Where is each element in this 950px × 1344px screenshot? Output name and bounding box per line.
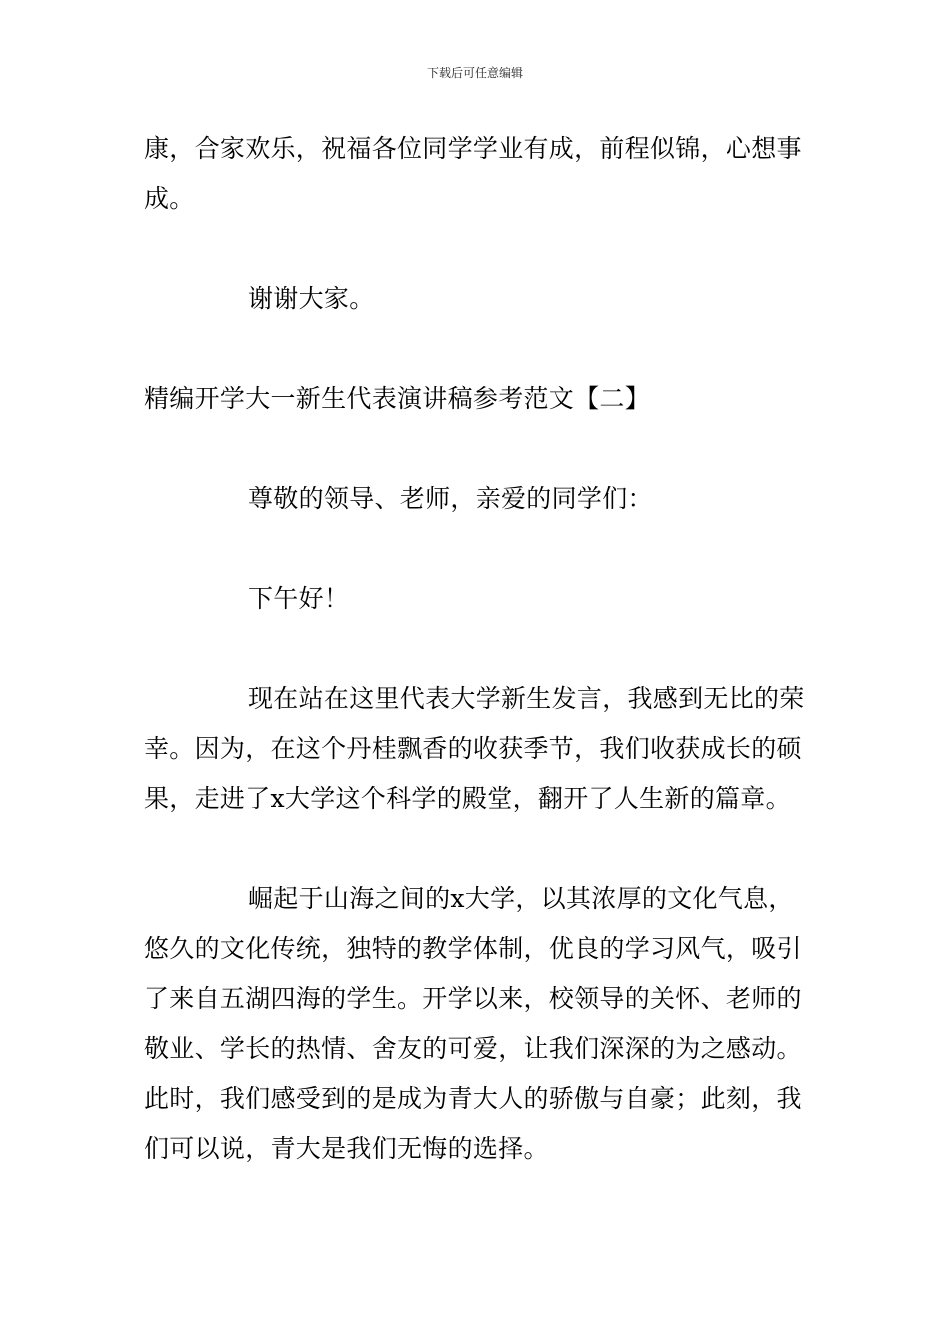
page-header-note: 下载后可任意编辑 [426,66,523,80]
paragraph-honor: 现在站在这里代表大学新生发言，我感到无比的荣幸。因为，在这个丹桂飘香的收获季节，我们收获成长的硕果，走进了x大学这个科学的殿堂，翻开了人生新的篇章。 [144,684,805,813]
paragraph-salutation: 尊敬的领导、老师，亲爱的同学们： [248,484,653,513]
document-body [144,124,808,1174]
paragraph-gap [144,524,808,574]
paragraph-greeting: 下午好！ [248,584,350,613]
paragraph-closing-wishes: 康，合家欢乐，祝福各位同学学业有成，前程似锦，心想事成。 [144,134,802,213]
paragraph-gap [144,824,808,874]
paragraph-gap [144,624,808,674]
paragraph-gap [144,424,808,474]
paragraph-gap [144,224,808,274]
section-title: 精编开学大一新生代表演讲稿参考范文【二】 [144,384,651,413]
paragraph-gap [144,324,808,374]
paragraph-university: 崛起于山海之间的x大学，以其浓厚的文化气息，悠久的文化传统，独特的教学体制，优良的学习风气，吸引了来自五湖四海的学生。开学以来，校领导的关怀、老师的敬业、学长的热情、舍友的可爱，让我们深深的为之感动。此时，我们感受到的是成为青大人的骄傲与自豪；此刻，我们可以说，青大是我们无悔的选择。 [144,884,802,1163]
paragraph-thanks: 谢谢大家。 [248,284,375,313]
